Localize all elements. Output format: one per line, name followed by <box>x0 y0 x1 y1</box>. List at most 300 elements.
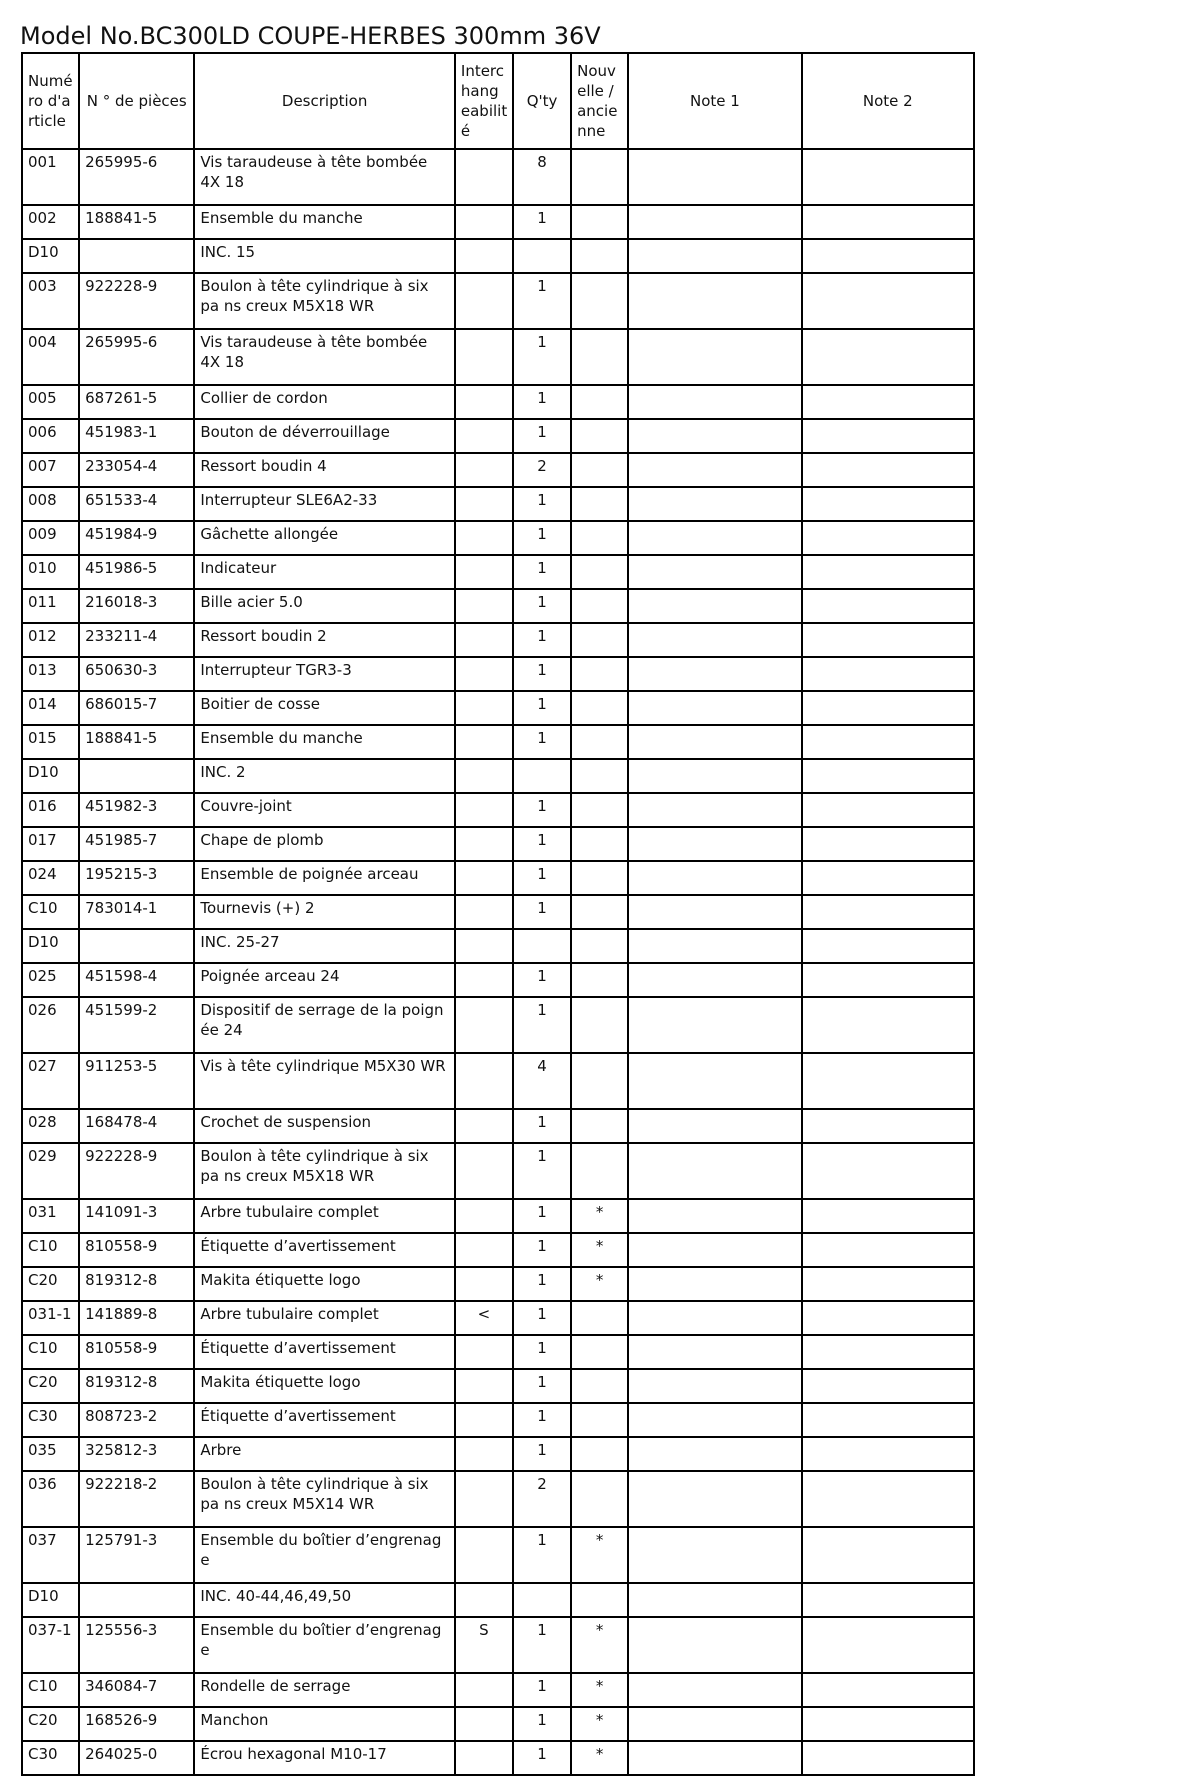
cell-item-number: 037-1 <box>22 1617 79 1673</box>
table-row <box>22 1617 974 1673</box>
cell-new-old: * <box>571 1199 628 1233</box>
cell-note-2 <box>802 793 974 827</box>
cell-part-number: 216018-3 <box>79 589 194 623</box>
cell-part-number: 451982-3 <box>79 793 194 827</box>
cell-quantity: 1 <box>513 895 571 929</box>
cell-item-number: 008 <box>22 487 79 521</box>
cell-description: INC. 40-44,46,49,50 <box>194 1583 455 1617</box>
cell-note-2 <box>802 205 974 239</box>
table-row <box>22 205 974 239</box>
cell-quantity: 1 <box>513 1233 571 1267</box>
cell-interchangeability <box>455 1741 513 1775</box>
cell-note-2 <box>802 1741 974 1775</box>
cell-quantity: 1 <box>513 1109 571 1143</box>
cell-description: Makita étiquette logo <box>194 1267 455 1301</box>
cell-description: Écrou hexagonal M10-17 <box>194 1741 455 1775</box>
parts-table <box>21 52 975 1776</box>
cell-part-number: 451984-9 <box>79 521 194 555</box>
cell-note-2 <box>802 929 974 963</box>
cell-item-number: C20 <box>22 1707 79 1741</box>
cell-note-1 <box>628 861 801 895</box>
cell-item-number: D10 <box>22 1583 79 1617</box>
cell-item-number: 027 <box>22 1053 79 1109</box>
cell-new-old <box>571 1143 628 1199</box>
cell-note-2 <box>802 1267 974 1301</box>
cell-interchangeability <box>455 555 513 589</box>
cell-quantity <box>513 239 571 273</box>
cell-new-old <box>571 1109 628 1143</box>
cell-item-number: 024 <box>22 861 79 895</box>
cell-part-number: 265995-6 <box>79 329 194 385</box>
cell-item-number: 029 <box>22 1143 79 1199</box>
table-row <box>22 1369 974 1403</box>
cell-item-number: 031-1 <box>22 1301 79 1335</box>
cell-item-number: C10 <box>22 1233 79 1267</box>
cell-note-1 <box>628 521 801 555</box>
cell-new-old: * <box>571 1707 628 1741</box>
cell-note-1 <box>628 1053 801 1109</box>
cell-interchangeability <box>455 1437 513 1471</box>
cell-note-1 <box>628 1403 801 1437</box>
cell-description: Ensemble du boîtier d’engrenag e <box>194 1617 455 1673</box>
cell-interchangeability: < <box>455 1301 513 1335</box>
cell-note-1 <box>628 1369 801 1403</box>
cell-part-number: 451983-1 <box>79 419 194 453</box>
cell-interchangeability <box>455 329 513 385</box>
cell-description: Étiquette d’avertissement <box>194 1335 455 1369</box>
cell-part-number: 233211-4 <box>79 623 194 657</box>
cell-quantity <box>513 929 571 963</box>
cell-new-old <box>571 1301 628 1335</box>
cell-note-1 <box>628 1527 801 1583</box>
cell-interchangeability <box>455 929 513 963</box>
cell-note-1 <box>628 725 801 759</box>
cell-note-1 <box>628 329 801 385</box>
cell-note-2 <box>802 329 974 385</box>
cell-note-1 <box>628 419 801 453</box>
cell-part-number <box>79 1583 194 1617</box>
cell-quantity: 1 <box>513 623 571 657</box>
cell-description: Vis à tête cylindrique M5X30 WR <box>194 1053 455 1109</box>
cell-note-2 <box>802 827 974 861</box>
cell-note-1 <box>628 895 801 929</box>
cell-note-1 <box>628 623 801 657</box>
cell-note-2 <box>802 273 974 329</box>
cell-quantity: 1 <box>513 827 571 861</box>
cell-item-number: 010 <box>22 555 79 589</box>
cell-part-number: 451985-7 <box>79 827 194 861</box>
cell-new-old <box>571 929 628 963</box>
table-row <box>22 453 974 487</box>
cell-note-2 <box>802 691 974 725</box>
cell-new-old <box>571 1583 628 1617</box>
cell-description: Poignée arceau 24 <box>194 963 455 997</box>
cell-item-number: C10 <box>22 1673 79 1707</box>
cell-interchangeability <box>455 793 513 827</box>
table-row <box>22 1199 974 1233</box>
cell-description: Ressort boudin 2 <box>194 623 455 657</box>
table-row <box>22 589 974 623</box>
cell-interchangeability <box>455 239 513 273</box>
cell-new-old <box>571 1437 628 1471</box>
table-row <box>22 1053 974 1109</box>
cell-part-number: 451598-4 <box>79 963 194 997</box>
cell-interchangeability <box>455 385 513 419</box>
cell-note-1 <box>628 1741 801 1775</box>
cell-note-2 <box>802 623 974 657</box>
table-row <box>22 1301 974 1335</box>
cell-part-number: 922228-9 <box>79 1143 194 1199</box>
cell-description: Interrupteur TGR3-3 <box>194 657 455 691</box>
cell-part-number: 651533-4 <box>79 487 194 521</box>
cell-note-2 <box>802 385 974 419</box>
cell-note-2 <box>802 725 974 759</box>
cell-note-2 <box>802 555 974 589</box>
table-row <box>22 759 974 793</box>
cell-description: Makita étiquette logo <box>194 1369 455 1403</box>
cell-quantity: 1 <box>513 1301 571 1335</box>
cell-description: Arbre tubulaire complet <box>194 1199 455 1233</box>
cell-quantity <box>513 1583 571 1617</box>
cell-part-number: 125791-3 <box>79 1527 194 1583</box>
table-row <box>22 861 974 895</box>
cell-note-2 <box>802 521 974 555</box>
cell-new-old <box>571 589 628 623</box>
cell-description: Bouton de déverrouillage <box>194 419 455 453</box>
cell-note-2 <box>802 997 974 1053</box>
cell-interchangeability <box>455 895 513 929</box>
cell-new-old: * <box>571 1527 628 1583</box>
cell-quantity: 1 <box>513 1403 571 1437</box>
cell-quantity: 1 <box>513 555 571 589</box>
cell-description: Boulon à tête cylindrique à six pa ns creux M5X14 WR <box>194 1471 455 1527</box>
cell-quantity: 1 <box>513 487 571 521</box>
cell-item-number: 025 <box>22 963 79 997</box>
cell-description: INC. 15 <box>194 239 455 273</box>
cell-note-2 <box>802 759 974 793</box>
cell-new-old <box>571 963 628 997</box>
cell-part-number: 810558-9 <box>79 1335 194 1369</box>
cell-new-old <box>571 623 628 657</box>
table-row <box>22 385 974 419</box>
cell-note-2 <box>802 487 974 521</box>
cell-note-1 <box>628 487 801 521</box>
cell-quantity: 1 <box>513 521 571 555</box>
cell-description: Arbre <box>194 1437 455 1471</box>
cell-item-number: 005 <box>22 385 79 419</box>
cell-interchangeability <box>455 1267 513 1301</box>
cell-part-number <box>79 759 194 793</box>
cell-note-2 <box>802 1707 974 1741</box>
cell-part-number: 141889-8 <box>79 1301 194 1335</box>
cell-quantity: 1 <box>513 861 571 895</box>
cell-item-number: 015 <box>22 725 79 759</box>
cell-description: Tournevis (+) 2 <box>194 895 455 929</box>
cell-interchangeability <box>455 589 513 623</box>
cell-part-number: 188841-5 <box>79 205 194 239</box>
cell-note-2 <box>802 239 974 273</box>
cell-quantity: 1 <box>513 1437 571 1471</box>
cell-part-number: 325812-3 <box>79 1437 194 1471</box>
cell-quantity: 1 <box>513 1741 571 1775</box>
cell-description: INC. 2 <box>194 759 455 793</box>
cell-part-number: 686015-7 <box>79 691 194 725</box>
table-row <box>22 691 974 725</box>
cell-item-number: 016 <box>22 793 79 827</box>
cell-quantity: 1 <box>513 1369 571 1403</box>
page-title: Model No.BC300LD COUPE-HERBES 300mm 36V <box>20 22 601 50</box>
cell-item-number: 001 <box>22 149 79 205</box>
cell-description: Boitier de cosse <box>194 691 455 725</box>
cell-interchangeability <box>455 1673 513 1707</box>
cell-note-1 <box>628 1437 801 1471</box>
cell-quantity <box>513 759 571 793</box>
cell-interchangeability <box>455 1053 513 1109</box>
cell-new-old <box>571 997 628 1053</box>
table-row <box>22 1403 974 1437</box>
cell-description: Boulon à tête cylindrique à six pa ns creux M5X18 WR <box>194 1143 455 1199</box>
cell-note-1 <box>628 239 801 273</box>
cell-item-number: D10 <box>22 239 79 273</box>
cell-quantity: 1 <box>513 1527 571 1583</box>
table-row <box>22 1233 974 1267</box>
table-row <box>22 725 974 759</box>
cell-new-old <box>571 149 628 205</box>
cell-new-old <box>571 521 628 555</box>
cell-quantity: 1 <box>513 691 571 725</box>
table-row <box>22 1673 974 1707</box>
cell-new-old <box>571 385 628 419</box>
cell-note-1 <box>628 929 801 963</box>
cell-part-number <box>79 239 194 273</box>
cell-note-2 <box>802 1335 974 1369</box>
table-row <box>22 997 974 1053</box>
cell-part-number: 650630-3 <box>79 657 194 691</box>
cell-part-number: 346084-7 <box>79 1673 194 1707</box>
cell-note-1 <box>628 555 801 589</box>
cell-description: Crochet de suspension <box>194 1109 455 1143</box>
cell-quantity: 1 <box>513 1267 571 1301</box>
cell-note-2 <box>802 1403 974 1437</box>
cell-item-number: 028 <box>22 1109 79 1143</box>
cell-note-1 <box>628 1583 801 1617</box>
cell-note-1 <box>628 1199 801 1233</box>
cell-interchangeability <box>455 1527 513 1583</box>
cell-interchangeability <box>455 1143 513 1199</box>
cell-note-1 <box>628 1673 801 1707</box>
cell-new-old <box>571 725 628 759</box>
cell-item-number: 035 <box>22 1437 79 1471</box>
cell-item-number: 007 <box>22 453 79 487</box>
cell-part-number <box>79 929 194 963</box>
cell-note-1 <box>628 759 801 793</box>
cell-item-number: 006 <box>22 419 79 453</box>
cell-description: Ensemble de poignée arceau <box>194 861 455 895</box>
cell-quantity: 1 <box>513 725 571 759</box>
cell-interchangeability <box>455 521 513 555</box>
cell-new-old <box>571 1053 628 1109</box>
cell-quantity: 4 <box>513 1053 571 1109</box>
cell-part-number: 141091-3 <box>79 1199 194 1233</box>
cell-interchangeability <box>455 759 513 793</box>
table-row <box>22 657 974 691</box>
cell-quantity: 1 <box>513 589 571 623</box>
cell-note-2 <box>802 861 974 895</box>
cell-new-old <box>571 487 628 521</box>
cell-note-2 <box>802 1109 974 1143</box>
cell-item-number: 009 <box>22 521 79 555</box>
cell-note-1 <box>628 273 801 329</box>
cell-item-number: 012 <box>22 623 79 657</box>
cell-description: Ensemble du boîtier d’engrenag e <box>194 1527 455 1583</box>
cell-item-number: D10 <box>22 929 79 963</box>
table-row <box>22 1437 974 1471</box>
cell-note-1 <box>628 149 801 205</box>
cell-quantity: 1 <box>513 273 571 329</box>
cell-note-2 <box>802 1143 974 1199</box>
table-row <box>22 329 974 385</box>
cell-part-number: 265995-6 <box>79 149 194 205</box>
table-row <box>22 895 974 929</box>
cell-note-1 <box>628 1143 801 1199</box>
cell-part-number: 168478-4 <box>79 1109 194 1143</box>
table-row <box>22 555 974 589</box>
cell-part-number: 810558-9 <box>79 1233 194 1267</box>
cell-description: Collier de cordon <box>194 385 455 419</box>
cell-note-2 <box>802 149 974 205</box>
cell-item-number: D10 <box>22 759 79 793</box>
table-body <box>22 149 974 1775</box>
cell-note-1 <box>628 1301 801 1335</box>
cell-new-old <box>571 861 628 895</box>
cell-note-1 <box>628 1233 801 1267</box>
cell-item-number: 003 <box>22 273 79 329</box>
cell-new-old <box>571 759 628 793</box>
cell-quantity: 1 <box>513 793 571 827</box>
cell-new-old <box>571 453 628 487</box>
table-row <box>22 1741 974 1775</box>
cell-quantity: 1 <box>513 657 571 691</box>
table-row <box>22 419 974 453</box>
cell-note-2 <box>802 1673 974 1707</box>
cell-interchangeability <box>455 997 513 1053</box>
cell-note-2 <box>802 1617 974 1673</box>
cell-item-number: 017 <box>22 827 79 861</box>
cell-item-number: 036 <box>22 1471 79 1527</box>
cell-interchangeability <box>455 1471 513 1527</box>
column-header-part-number: N ° de pièces <box>79 53 194 149</box>
cell-interchangeability <box>455 1335 513 1369</box>
column-header-interchangeability: Interc hang eabilit é <box>455 53 513 149</box>
cell-description: Boulon à tête cylindrique à six pa ns creux M5X18 WR <box>194 273 455 329</box>
cell-note-1 <box>628 997 801 1053</box>
table-row <box>22 1267 974 1301</box>
cell-new-old <box>571 1471 628 1527</box>
cell-quantity: 8 <box>513 149 571 205</box>
cell-new-old <box>571 555 628 589</box>
cell-note-2 <box>802 657 974 691</box>
cell-interchangeability <box>455 1369 513 1403</box>
cell-new-old: * <box>571 1741 628 1775</box>
cell-part-number: 195215-3 <box>79 861 194 895</box>
table-row <box>22 1471 974 1527</box>
cell-note-1 <box>628 1267 801 1301</box>
cell-part-number: 451599-2 <box>79 997 194 1053</box>
cell-note-2 <box>802 1233 974 1267</box>
cell-item-number: 004 <box>22 329 79 385</box>
cell-interchangeability <box>455 623 513 657</box>
cell-description: Étiquette d’avertissement <box>194 1403 455 1437</box>
cell-note-2 <box>802 1301 974 1335</box>
table-row <box>22 623 974 657</box>
cell-description: Bille acier 5.0 <box>194 589 455 623</box>
cell-interchangeability <box>455 1109 513 1143</box>
cell-quantity: 1 <box>513 1199 571 1233</box>
cell-part-number: 911253-5 <box>79 1053 194 1109</box>
cell-item-number: C10 <box>22 1335 79 1369</box>
cell-part-number: 188841-5 <box>79 725 194 759</box>
cell-interchangeability <box>455 419 513 453</box>
cell-interchangeability <box>455 725 513 759</box>
column-header-note-1: Note 1 <box>628 53 801 149</box>
table-row <box>22 1707 974 1741</box>
cell-interchangeability <box>455 1707 513 1741</box>
cell-note-1 <box>628 1617 801 1673</box>
cell-note-2 <box>802 1199 974 1233</box>
cell-new-old <box>571 239 628 273</box>
cell-part-number: 922228-9 <box>79 273 194 329</box>
cell-part-number: 451986-5 <box>79 555 194 589</box>
cell-note-2 <box>802 1583 974 1617</box>
cell-note-2 <box>802 419 974 453</box>
cell-new-old: * <box>571 1673 628 1707</box>
cell-interchangeability <box>455 1583 513 1617</box>
cell-note-1 <box>628 1335 801 1369</box>
cell-item-number: 002 <box>22 205 79 239</box>
cell-item-number: C30 <box>22 1403 79 1437</box>
cell-description: Arbre tubulaire complet <box>194 1301 455 1335</box>
cell-description: Vis taraudeuse à tête bombée 4X 18 <box>194 149 455 205</box>
cell-interchangeability <box>455 205 513 239</box>
cell-new-old <box>571 273 628 329</box>
cell-part-number: 808723-2 <box>79 1403 194 1437</box>
cell-interchangeability <box>455 963 513 997</box>
table-row <box>22 1583 974 1617</box>
cell-quantity: 1 <box>513 1617 571 1673</box>
cell-note-2 <box>802 453 974 487</box>
cell-interchangeability <box>455 453 513 487</box>
cell-note-1 <box>628 657 801 691</box>
cell-description: Indicateur <box>194 555 455 589</box>
table-row <box>22 929 974 963</box>
cell-part-number: 233054-4 <box>79 453 194 487</box>
cell-new-old <box>571 1335 628 1369</box>
cell-item-number: 037 <box>22 1527 79 1583</box>
cell-item-number: 014 <box>22 691 79 725</box>
cell-part-number: 125556-3 <box>79 1617 194 1673</box>
cell-description: Rondelle de serrage <box>194 1673 455 1707</box>
cell-description: Interrupteur SLE6A2-33 <box>194 487 455 521</box>
cell-new-old <box>571 657 628 691</box>
cell-interchangeability <box>455 487 513 521</box>
table-row <box>22 521 974 555</box>
cell-quantity: 2 <box>513 1471 571 1527</box>
cell-note-2 <box>802 1053 974 1109</box>
cell-new-old <box>571 205 628 239</box>
cell-item-number: C20 <box>22 1267 79 1301</box>
cell-note-1 <box>628 589 801 623</box>
cell-new-old <box>571 419 628 453</box>
